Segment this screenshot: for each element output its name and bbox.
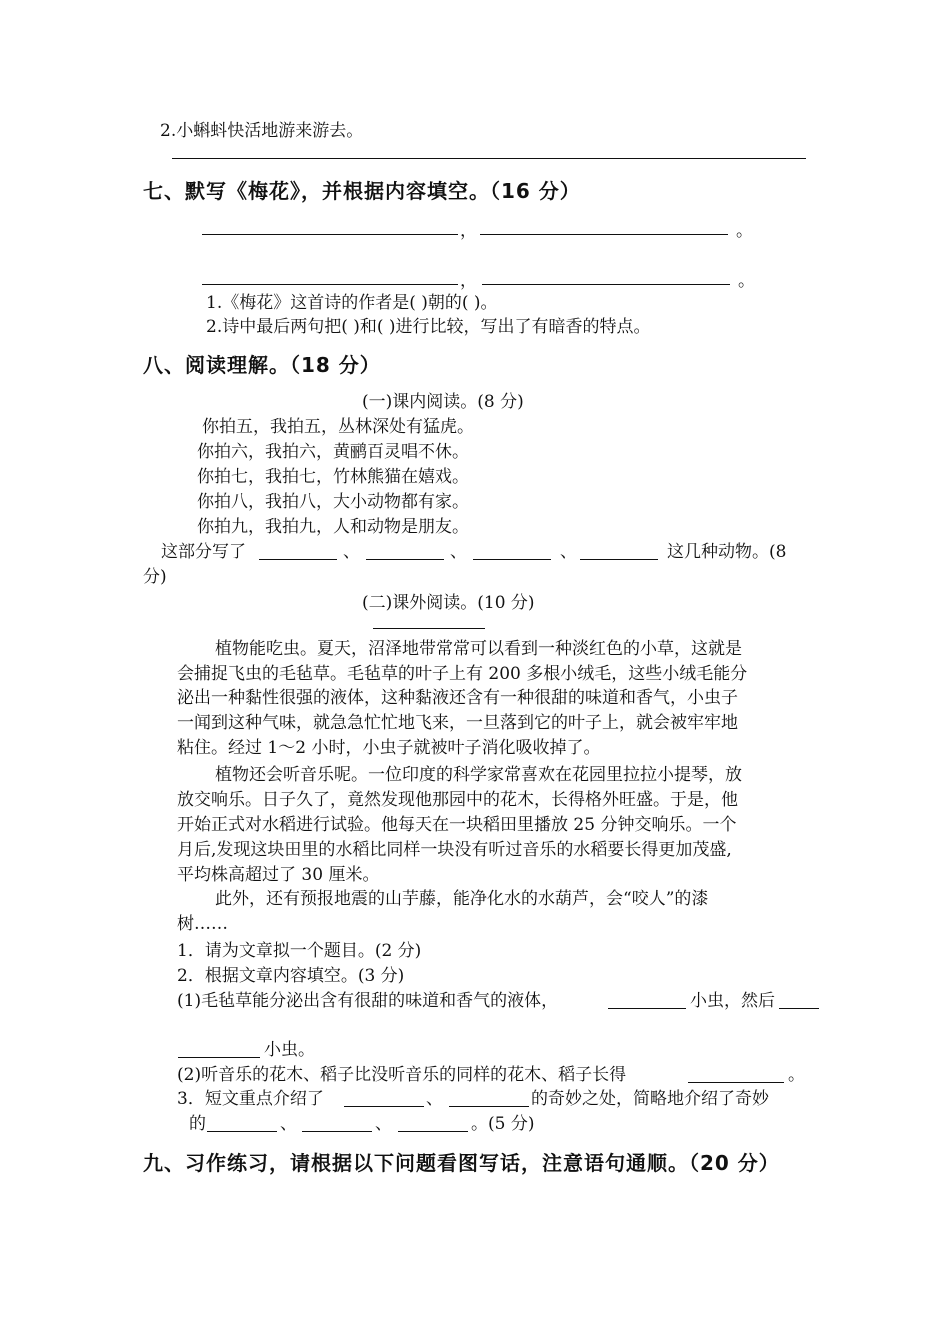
section-9-heading: 九、习作练习，请根据以下问题看图写话，注意语句通顺。（20 分） (143, 1151, 780, 1175)
poem-line: 你拍六，我拍六，黄鹂百灵唱不休。 (197, 442, 469, 462)
question-3-end: 。(5 分) (471, 1114, 535, 1134)
q2-1-blank-1[interactable] (608, 1008, 686, 1009)
poem-line: 你拍五，我拍五，丛林深处有猛虎。 (202, 417, 474, 437)
passage-line: 此外，还有预报地震的山芋藤，能净化水的水葫芦，会“咬人”的漆 (215, 889, 709, 909)
question-1: 1．请为文章拟一个题目。(2 分) (177, 941, 422, 961)
animals-fill-suffix: 这几种动物。(8 (667, 542, 787, 562)
question-3-mid: 的奇妙之处，简略地介绍了奇妙 (531, 1089, 769, 1109)
q7-item-2: 2.诗中最后两句把( )和( )进行比较，写出了有暗香的特点。 (206, 317, 651, 337)
part-2-title: (二)课外阅读。(10 分) (362, 593, 535, 613)
animals-fill-prefix: 这部分写了 (161, 542, 246, 562)
answer-line[interactable] (172, 158, 806, 159)
poem-line: 你拍九，我拍九，人和动物是朋友。 (197, 517, 469, 537)
period: 。 (736, 221, 753, 241)
question-2-1-end: 小虫。 (264, 1040, 315, 1060)
q2-1-blank-2-cont[interactable] (178, 1057, 260, 1058)
animal-blank-3[interactable] (473, 559, 551, 560)
q2-2-blank[interactable] (688, 1082, 784, 1083)
period: 。 (788, 1065, 805, 1085)
q2-1-blank-2[interactable] (779, 1008, 819, 1009)
section-8-heading: 八、阅读理解。（18 分） (143, 353, 381, 377)
poem-blank-3[interactable] (202, 284, 458, 285)
title-blank[interactable] (373, 628, 485, 629)
poem-line: 你拍七，我拍七，竹林熊猫在嬉戏。 (197, 467, 469, 487)
comma: ， (460, 221, 477, 241)
question-2-1: (1)毛毡草能分泌出含有很甜的味道和香气的液体， (177, 991, 559, 1011)
passage-line: 会捕捉飞虫的毛毡草。毛毡草的叶子上有 200 多根小绒毛，这些小绒毛能分 (177, 664, 748, 684)
passage-line: 放交响乐。日子久了，竟然发现他那园中的花木，长得格外旺盛。于是，他 (177, 790, 738, 810)
animal-blank-1[interactable] (259, 559, 337, 560)
separator: 、 (450, 542, 467, 562)
q3-blank-3[interactable] (207, 1131, 277, 1132)
period: 。 (738, 271, 755, 291)
passage-line: 一闻到这种气味，就急急忙忙地飞来，一旦落到它的叶子上，就会被牢牢地 (177, 713, 738, 733)
passage-line: 树…… (177, 914, 228, 934)
animal-blank-2[interactable] (366, 559, 444, 560)
poem-blank-1[interactable] (202, 234, 458, 235)
passage-line: 粘住。经过 1～2 小时，小虫子就被叶子消化吸收掉了。 (177, 738, 601, 758)
q3-blank-5[interactable] (398, 1131, 468, 1132)
passage-line: 平均株高超过了 30 厘米。 (177, 865, 380, 885)
question-2-2: (2)听音乐的花木、稻子比没听音乐的同样的花木、稻子长得 (177, 1065, 627, 1085)
q3-blank-1[interactable] (344, 1106, 424, 1107)
passage-line: 月后,发现这块田里的水稻比同样一块没有听过音乐的水稻要长得更加茂盛, (177, 840, 732, 860)
question-2: 2．根据文章内容填空。(3 分) (177, 966, 405, 986)
question-3: 3．短文重点介绍了 (177, 1089, 324, 1109)
separator: 、 (426, 1089, 443, 1109)
question-3-cont: 的 (189, 1114, 206, 1134)
separator: 、 (375, 1114, 392, 1134)
passage-line: 开始正式对水稻进行试验。他每天在一块稻田里播放 25 分钟交响乐。一个 (177, 815, 737, 835)
poem-blank-2[interactable] (480, 234, 728, 235)
q7-item-1: 1.《梅花》这首诗的作者是( )朝的( )。 (206, 293, 498, 313)
q3-blank-2[interactable] (449, 1106, 529, 1107)
part-1-title: (一)课内阅读。(8 分) (362, 392, 524, 412)
passage-line: 植物能吃虫。夏天，沼泽地带常常可以看到一种淡红色的小草，这就是 (215, 639, 742, 659)
question-2-1-mid: 小虫，然后 (690, 991, 775, 1011)
animal-blank-4[interactable] (580, 559, 658, 560)
passage-line: 泌出一种黏性很强的液体，这种黏液还含有一种很甜的味道和香气，小虫子 (177, 688, 738, 708)
separator: 、 (560, 542, 577, 562)
q6-item-2: 2.小蝌蚪快活地游来游去。 (160, 121, 364, 141)
comma: ， (460, 271, 477, 291)
passage-line: 植物还会听音乐呢。一位印度的科学家常喜欢在花园里拉拉小提琴，放 (215, 765, 742, 785)
section-7-heading: 七、默写《梅花》，并根据内容填空。（16 分） (143, 179, 581, 203)
score: 分) (143, 567, 167, 587)
separator: 、 (343, 542, 360, 562)
q3-blank-4[interactable] (302, 1131, 372, 1132)
poem-line: 你拍八，我拍八，大小动物都有家。 (197, 492, 469, 512)
separator: 、 (280, 1114, 297, 1134)
poem-blank-4[interactable] (482, 284, 730, 285)
